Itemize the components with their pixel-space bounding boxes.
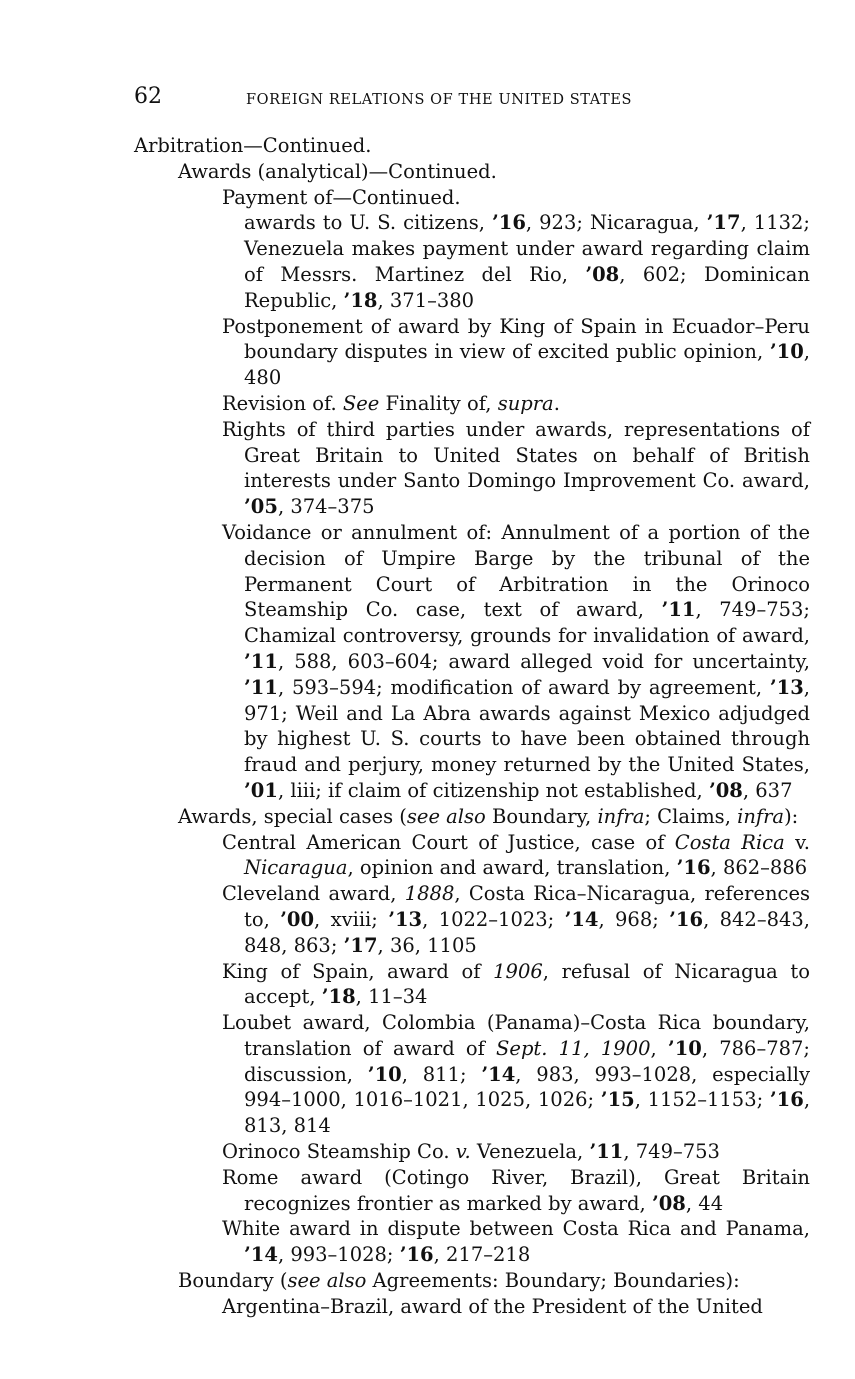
index-entry: Arbitration—Continued. [134, 134, 372, 157]
index-entry: Cleveland award, 1888, Costa Rica–Nicaragua, references to, ’00, xviii; ’13, 1022–1023; ’14, 968; ’16, 842–843, 848, 863; ’17, 36, 1105 [222, 882, 810, 957]
index-entry: Awards (analytical)—Continued. [178, 159, 497, 183]
index-entry: Orinoco Steamship Co. v. Venezuela, ’11, 749–753 [222, 1140, 720, 1164]
index-entry: Rome award (Cotingo River, Brazil), Great Britain recognizes frontier as marked by award, ’08, 44 [222, 1165, 810, 1215]
index-entry: Argentina–Brazil, award of the President of the United [222, 1294, 763, 1318]
index-entry: Rights of third parties under awards, representations of Great Britain to United States on behalf of British interests under Santo Domingo Improvement Co. award, ’05, 374–375 [222, 417, 810, 519]
index-entry: Payment of—Continued. [222, 185, 461, 209]
index-entry: awards to U. S. citizens, ’16, 923; Nicaragua, ’17, 1132; Venezuela makes payment under award regarding claim of Messrs. Martinez del Rio, ’08, 602; Dominican Republic, ’18, 371–380 [244, 211, 810, 312]
running-title: FOREIGN RELATIONS OF THE UNITED STATES [246, 92, 633, 108]
page-header [134, 84, 814, 114]
index-entry: White award in dispute between Costa Rica and Panama, ’14, 993–1028; ’16, 217–218 [222, 1217, 810, 1267]
index-entry: King of Spain, award of 1906, refusal of Nicaragua to accept, ’18, 11–34 [222, 959, 810, 1009]
index-entry: Voidance or annulment of: Annulment of a portion of the decision of Umpire Barge by the tribunal of the Permanent Court of Arbitration in the Orinoco Steamship Co. case, text of award, ’11, 749–753; Chamizal controversy, grounds for invalidation of award, ’11, 588, 603–604; award alleged void for uncertainty, ’11, 593–594; modification of award by agreement, ’13, 971; Weil and La Abra awards against Mexico adjudged by highest U. S. courts to have been obtained through fraud and perjury, money returned by the United States, ’01, liii; if claim of citizenship not established, ’08, 637 [222, 520, 811, 802]
index-entry: Boundary (see also Agreements: Boundary; Boundaries): [178, 1269, 740, 1293]
index-entry: Postponement of award by King of Spain in Ecuador–Peru boundary disputes in view of excited public opinion, ’10, 480 [222, 314, 810, 390]
page-number: 62 [134, 84, 162, 109]
index-entries [134, 133, 810, 1320]
index-entry: Central American Court of Justice, case of Costa Rica v. Nicaragua, opinion and award, translation, ’16, 862–886 [222, 830, 810, 880]
index-entry: Loubet award, Colombia (Panama)–Costa Rica boundary, translation of award of Sept. 11, 1900, ’10, 786–787; discussion, ’10, 811; ’14, 983, 993–1028, especially 994–1000, 1016–1021, 1025, 1026; ’15, 1152–1153; ’16, 813, 814 [222, 1011, 811, 1138]
index-entry: Awards, special cases (see also Boundary, infra; Claims, infra): [178, 804, 799, 828]
index-entry: Revision of. See Finality of, supra. [222, 391, 560, 415]
